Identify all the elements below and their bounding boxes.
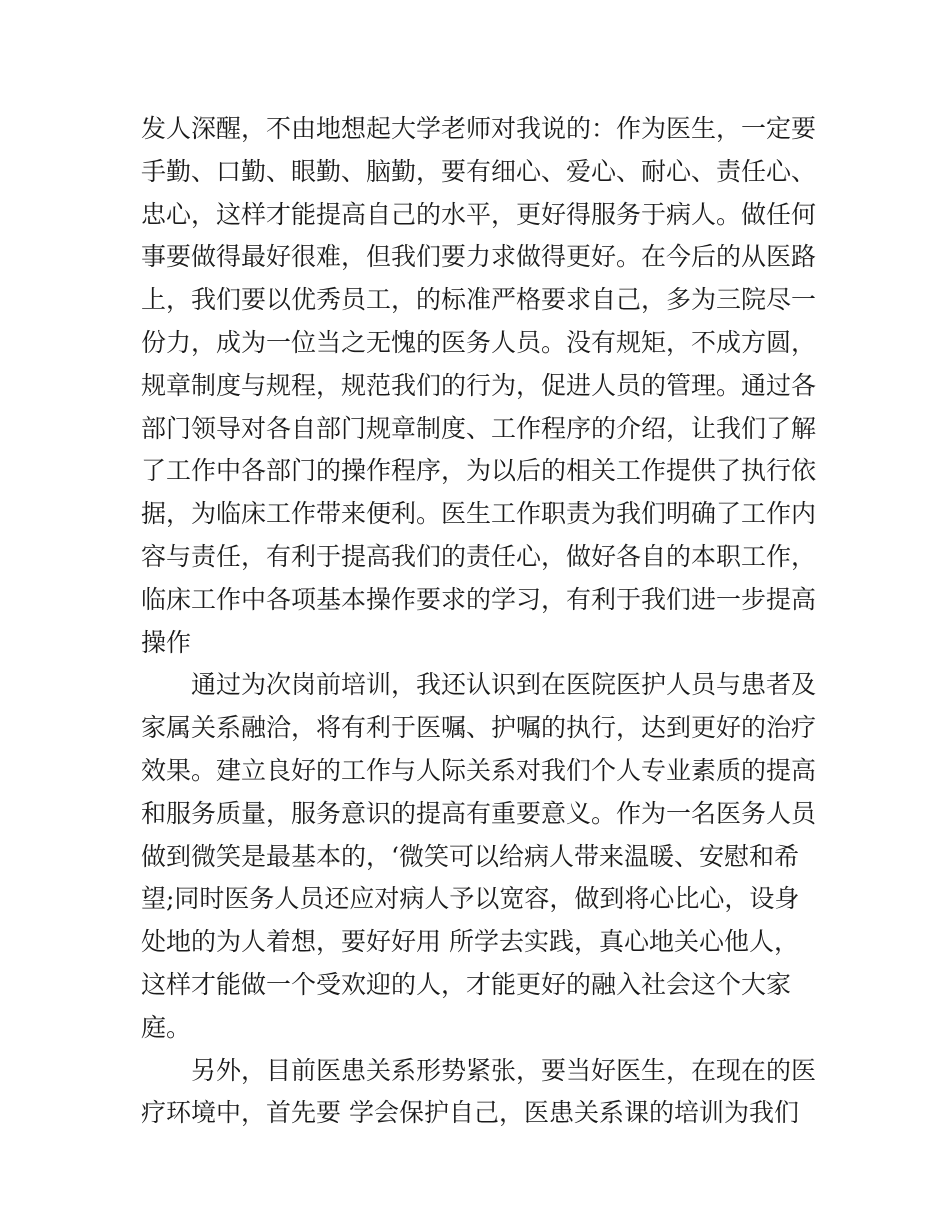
text-line: 了工作中各部门的操作程序，为以后的相关工作提供了执行依 (141, 456, 817, 486)
text-line: 疗环境中，首先要 学会保护自己，医患关系课的培训为我们 (141, 1098, 799, 1128)
text-line: 庭。 (141, 1012, 192, 1042)
text-line: 通过为次岗前培训，我还认识到在医院医护人员与患者及 (191, 670, 817, 700)
text-line: 据，为临床工作带来便利。医生工作职责为我们明确了工作内 (141, 499, 817, 529)
text-line: 和服务质量，服务意识的提高有重要意义。作为一名医务人员 (141, 798, 817, 828)
text-line: 忠心，这样才能提高自己的水平，更好得服务于病人。做任何 (141, 199, 817, 229)
text-line: 效果。建立良好的工作与人际关系对我们个人专业素质的提高 (141, 755, 817, 785)
text-line: 望;同时医务人员还应对病人予以宽容，做到将心比心，设身 (141, 884, 800, 914)
text-line: 发人深醒，不由地想起大学老师对我说的：作为医生，一定要 (141, 114, 817, 143)
text-line: 另外，目前医患关系形势紧张，要当好医生，在现在的医 (191, 1055, 817, 1085)
text-line: 规章制度与规程，规范我们的行为，促进人员的管理。通过各 (141, 370, 817, 400)
text-line: 手勤、口勤、眼勤、脑勤，要有细心、爱心、耐心、责任心、 (141, 156, 817, 186)
text-line: 操作 (141, 627, 192, 657)
text-line: 部门领导对各自部门规章制度、工作程序的介绍，让我们了解 (141, 413, 817, 443)
text-line: 上，我们要以优秀员工，的标准严格要求自己，多为三院尽一 (141, 285, 817, 315)
text-line: 临床工作中各项基本操作要求的学习，有利于我们进一步提高 (141, 584, 817, 614)
text-line: 做到微笑是最基本的，‘微笑可以给病人带来温暖、安慰和希 (141, 841, 799, 871)
text-line: 这样才能做一个受欢迎的人，才能更好的融入社会这个大家 (141, 969, 792, 999)
text-line: 事要做得最好很难，但我们要力求做得更好。在今后的从医路 (141, 242, 817, 272)
text-line: 处地的为人着想，要好好用 所学去实践，真心地关心他人， (141, 927, 799, 957)
text-line: 家属关系融洽，将有利于医嘱、护嘱的执行，达到更好的治疗 (141, 713, 817, 743)
text-line: 容与责任，有利于提高我们的责任心，做好各自的本职工作， (141, 541, 817, 571)
text-line: 份力，成为一位当之无愧的医务人员。没有规矩，不成方圆， (141, 327, 817, 357)
document-body (141, 108, 817, 1135)
